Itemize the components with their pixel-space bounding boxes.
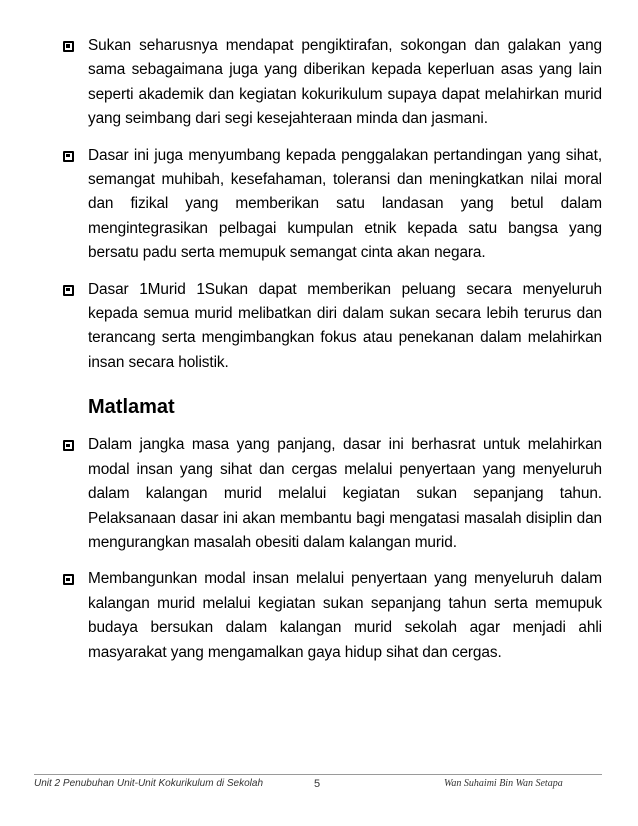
bullet-text: Dalam jangka masa yang panjang, dasar ini berhasrat untuk melahirkan modal insan yang sihat dan cergas melalui penyertaan yang menyeluruh dalam kalangan murid melalui kegiatan sukan sepanjang tahun. Pelaksanaan dasar ini akan membantu bagi mengatasi masalah disiplin dan mengurangkan masalah obesiti dalam kalangan murid. xyxy=(88,436,602,551)
bullet-item xyxy=(62,567,602,665)
page-number: 5 xyxy=(314,778,321,790)
bullet-item xyxy=(62,144,602,266)
bullet-text: Dasar 1Murid 1Sukan dapat memberikan peluang secara menyeluruh kepada semua murid melibatkan diri dalam sukan secara lebih terurus dan terancang serta mengimbangkan fokus atau penekanan dalam melahirkan insan secara holistik. xyxy=(88,280,602,371)
square-bullet-icon xyxy=(63,151,74,162)
square-bullet-icon xyxy=(63,440,74,451)
footer-unit-title: Unit 2 Penubuhan Unit-Unit Kokurikulum di Sekolah xyxy=(34,778,264,789)
square-bullet-icon xyxy=(63,285,74,296)
footer-author: Wan Suhaimi Bin Wan Setapa xyxy=(444,778,563,789)
bullet-item xyxy=(62,433,602,555)
square-bullet-icon xyxy=(63,574,74,585)
bullet-item xyxy=(62,278,602,376)
document-body xyxy=(62,34,602,665)
bullet-item xyxy=(62,34,602,132)
bullet-text: Membangunkan modal insan melalui penyertaan yang menyeluruh dalam kalangan murid melalui kegiatan sukan sepanjang tahun serta memupuk budaya bersukan dalam kalangan murid sekolah agar menjadi ahli masyarakat yang mengamalkan gaya hidup sihat dan cergas. xyxy=(88,570,602,661)
bullet-text: Dasar ini juga menyumbang kepada penggalakan pertandingan yang sihat, semangat muhibah, kesefahaman, toleransi dan meningkatkan nilai moral dan fizikal yang memberikan satu landasan yang betul dalam mengintegrasikan pelbagai kumpulan etnik kepada satu bangsa yang bersatu padu serta memupuk semangat cinta akan negara. xyxy=(88,146,602,262)
bullet-text: Sukan seharusnya mendapat pengiktirafan, sokongan dan galakan yang sama sebagaimana juga yang diberikan kepada keperluan asas yang lain seperti akademik dan kegiatan kokurikulum supaya dapat melahirkan murid yang seimbang dari segi kesejahteraan minda dan jasmani. xyxy=(88,37,602,128)
square-bullet-icon xyxy=(63,41,74,52)
section-heading: Matlamat xyxy=(88,396,175,419)
footer-divider xyxy=(34,774,602,775)
